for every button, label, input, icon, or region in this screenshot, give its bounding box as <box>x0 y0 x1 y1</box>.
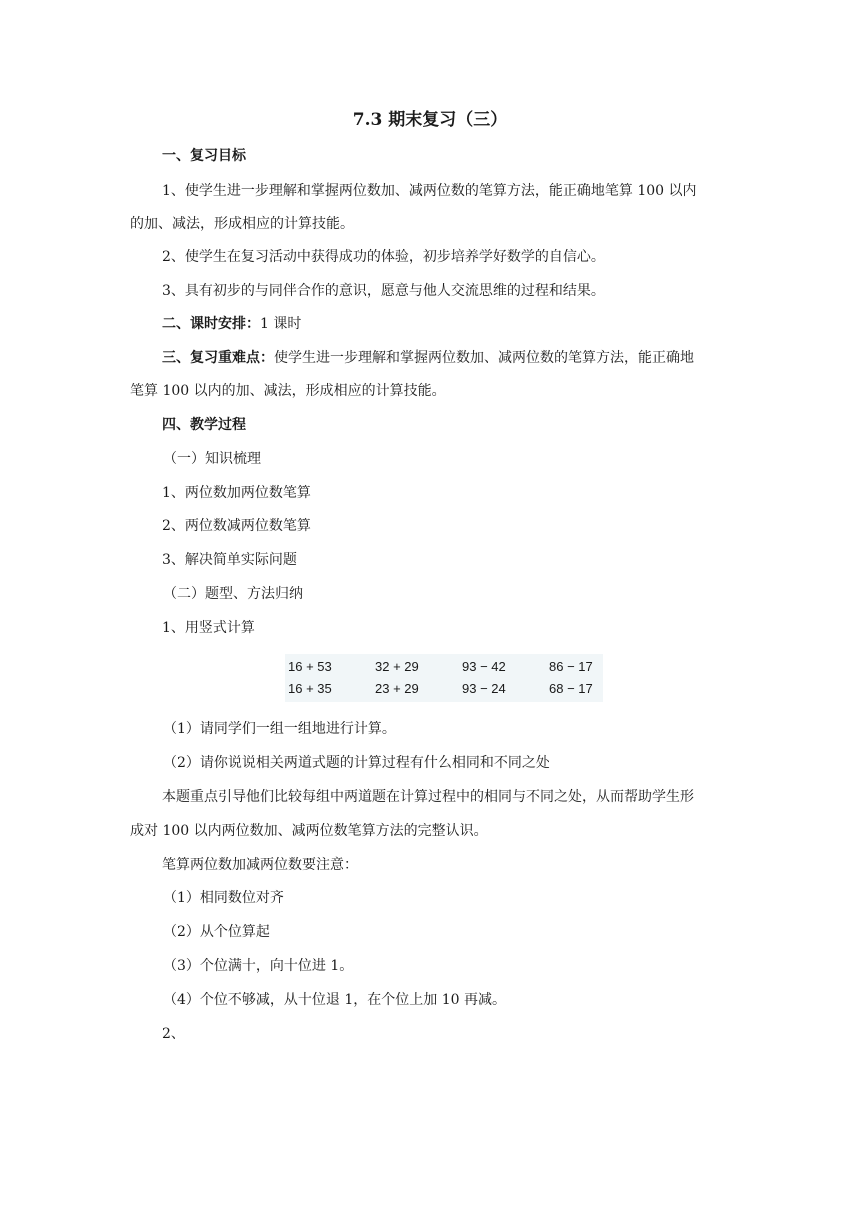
question-1: （1）请同学们一组一组地进行计算。 <box>163 721 396 737</box>
goal-item-1-line-1: 1、使学生进一步理解和掌握两位数加、减两位数的笔算方法，能正确地笔算 100 以内 <box>162 183 697 199</box>
key-points-line-1 <box>162 347 694 369</box>
lesson-schedule-label: 二、课时安排： <box>162 316 260 332</box>
section-heading-review-goals: 一、复习目标 <box>162 148 246 164</box>
question-2: （2）请你说说相关两道式题的计算过程有什么相同和不同之处 <box>163 755 550 771</box>
calc-item: 93 − 42 <box>462 659 506 674</box>
knowledge-item-1: 1、两位数加两位数笔算 <box>162 485 311 501</box>
lesson-schedule <box>162 313 301 335</box>
tip-item-3: （3）个位满十，向十位进 1。 <box>163 958 354 974</box>
calc-item: 93 − 24 <box>462 681 506 696</box>
teaching-note-line-1: 本题重点引导他们比较每组中两道题在计算过程中的相同与不同之处，从而帮助学生形 <box>162 789 694 805</box>
calc-item: 68 − 17 <box>549 681 593 696</box>
calc-item: 16 + 53 <box>288 659 332 674</box>
teaching-note-line-2: 成对 100 以内两位数加、减两位数笔算方法的完整认识。 <box>130 823 488 839</box>
key-points-label: 三、复习重难点： <box>162 350 274 366</box>
tip-item-2: （2）从个位算起 <box>163 924 270 940</box>
goal-item-3: 3、具有初步的与同伴合作的意识，愿意与他人交流思维的过程和结果。 <box>162 283 605 299</box>
knowledge-item-2: 2、两位数减两位数笔算 <box>162 518 311 534</box>
lesson-schedule-value: 1 课时 <box>260 316 302 332</box>
document-title: 7.3 期末复习（三） <box>352 110 508 130</box>
key-points-text-1: 使学生进一步理解和掌握两位数加、减两位数的笔算方法，能正确地 <box>274 350 694 366</box>
goal-item-1-line-2: 的加、减法，形成相应的计算技能。 <box>130 216 354 232</box>
calc-item: 23 + 29 <box>375 681 419 696</box>
key-points-line-2: 笔算 100 以内的加、减法，形成相应的计算技能。 <box>130 383 446 399</box>
section-heading-teaching-process: 四、教学过程 <box>162 417 246 433</box>
subsection-knowledge-review: （一）知识梳理 <box>163 451 261 467</box>
calc-item: 86 − 17 <box>549 659 593 674</box>
tip-item-4: （4）个位不够减，从十位退 1，在个位上加 10 再减。 <box>163 992 506 1008</box>
tips-heading: 笔算两位数加减两位数要注意： <box>162 857 358 873</box>
subsection-question-types: （二）题型、方法归纳 <box>163 586 303 602</box>
calc-item: 32 + 29 <box>375 659 419 674</box>
knowledge-item-3: 3、解决简单实际问题 <box>162 552 297 568</box>
tip-item-1: （1）相同数位对齐 <box>163 890 284 906</box>
vertical-calculation-exercise-image <box>285 654 603 702</box>
exercise-2-heading: 2、 <box>162 1026 185 1042</box>
calc-item: 16 + 35 <box>288 681 332 696</box>
goal-item-2: 2、使学生在复习活动中获得成功的体验，初步培养学好数学的自信心。 <box>162 249 605 265</box>
exercise-1-heading: 1、用竖式计算 <box>162 620 255 636</box>
